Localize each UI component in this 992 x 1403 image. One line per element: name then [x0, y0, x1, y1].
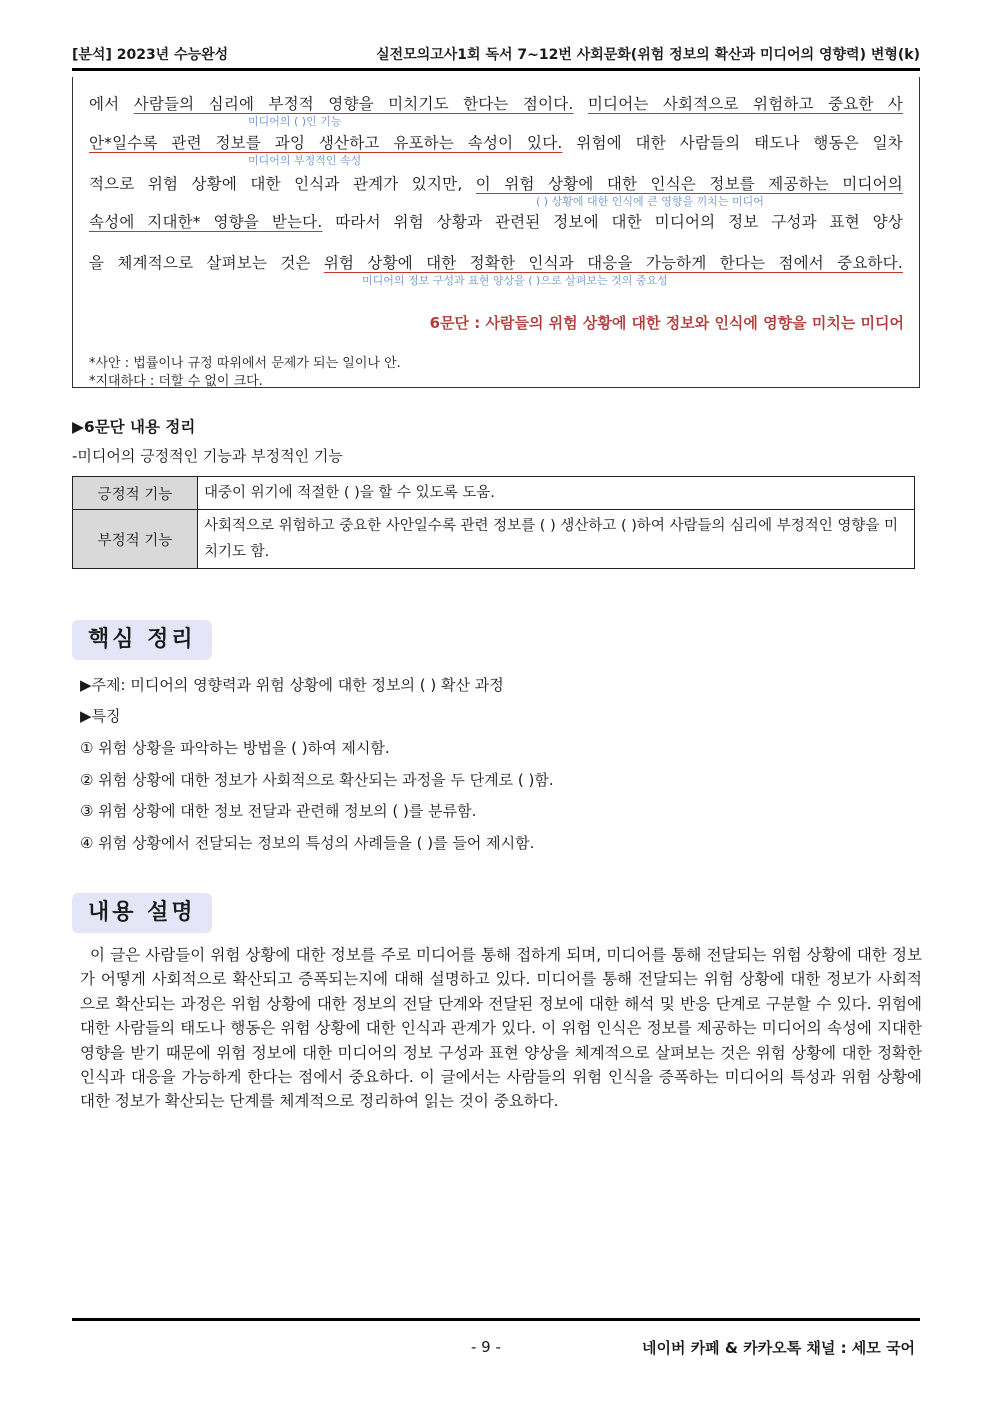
header-right: 실전모의고사1회 독서 7~12번 사회문화(위험 정보의 확산과 미디어의 영향력) 변형(k) [376, 47, 920, 63]
page-header [72, 44, 920, 66]
explain-heading: 내용 설명 [72, 893, 212, 933]
footer-rule [72, 1318, 920, 1321]
table-row-head: 부정적 기능 [73, 510, 198, 569]
page-number: - 9 - [471, 1338, 501, 1356]
footnote: *지대하다 : 더할 수 없이 크다. [89, 374, 263, 389]
passage-line-5: 을 체계적으로 살펴보는 것은 위험 상황에 대한 정확한 인식과 대응을 가능하게 한다는 점에서 중요하다. [89, 254, 903, 272]
annotation-2: 미디어의 부정적인 속성 [248, 154, 362, 167]
underlined-phrase: 미디어는 사회적으로 위험하고 중요한 사 [587, 95, 904, 113]
section6-title: ▶6문단 내용 정리 [72, 418, 196, 436]
passage-line-4: 속성에 지대한* 영향을 받는다. 따라서 위험 상황과 관련된 정보에 대한 미디어의 정보 구성과 표현 양상 [89, 213, 903, 231]
underlined-phrase: 위험 상황에 대한 정확한 인식과 대응을 가능하게 한다는 점에서 중요하다. [323, 254, 903, 272]
header-left: [분석] 2023년 수능완성 [72, 47, 229, 63]
underlined-phrase: 이 위험 상황에 대한 인식은 정보를 제공하는 미디어의 [475, 175, 903, 193]
table-row [73, 510, 915, 569]
passage-line-3: 적으로 위험 상황에 대한 인식과 관계가 있지만, 이 위험 상황에 대한 인식은 정보를 제공하는 미디어의 [89, 175, 903, 193]
annotation-1: 미디어의 ( )인 기능 [248, 115, 342, 128]
underlined-phrase: 안*일수록 관련 정보를 과잉 생산하고 유포하는 속성이 있다. [89, 134, 563, 152]
core-features-label: ▶특징 [80, 707, 121, 725]
table-row-head: 긍정적 기능 [73, 477, 198, 510]
underlined-phrase: 속성에 지대한* 영향을 받는다. [89, 213, 323, 231]
core-heading: 핵심 정리 [72, 620, 212, 660]
table-row-value: 사회적으로 위험하고 중요한 사안일수록 관련 정보를 ( ) 생산하고 ( )하여 사람들의 심리에 부정적인 영향을 미치기도 함. [198, 510, 915, 569]
paragraph-summary: 6문단 : 사람들의 위험 상황에 대한 정보와 인식에 영향을 미치는 미디어 [429, 314, 904, 332]
passage-line-2: 안*일수록 관련 정보를 과잉 생산하고 유포하는 속성이 있다. 위험에 대한 사람들의 태도나 행동은 일차 [89, 134, 903, 152]
function-table [72, 476, 915, 569]
passage-line-1: 에서 사람들의 심리에 부정적 영향을 미치기도 한다는 점이다. 미디어는 사회적으로 위험하고 중요한 사 [89, 95, 904, 113]
annotation-3: ( ) 상황에 대한 인식에 큰 영향을 끼치는 미디어 [536, 195, 764, 208]
table-row [73, 477, 915, 510]
annotation-5: 미디어의 정보 구성과 표현 양상을 ( )으로 살펴보는 것의 중요성 [362, 274, 668, 287]
passage-box [72, 77, 920, 388]
list-item: ④ 위험 상황에서 전달되는 정보의 특성의 사례들을 ( )를 들어 제시함. [80, 834, 535, 852]
footer-brand: 네이버 카페 & 카카오톡 채널 : 세모 국어 [642, 1339, 915, 1357]
list-item: ③ 위험 상황에 대한 정보 전달과 관련해 정보의 ( )를 분류함. [80, 802, 477, 820]
section6-subtitle: -미디어의 긍정적인 기능과 부정적인 기능 [72, 447, 343, 465]
list-item: ① 위험 상황을 파악하는 방법을 ( )하여 제시함. [80, 739, 390, 757]
table-row-value: 대중이 위기에 적절한 ( )을 할 수 있도록 도움. [198, 477, 915, 510]
underlined-phrase: 사람들의 심리에 부정적 영향을 미치기도 한다는 점이다. [133, 95, 574, 113]
core-theme: ▶주제: 미디어의 영향력과 위험 상황에 대한 정보의 ( ) 확산 과정 [80, 676, 504, 694]
footnote: *사안 : 법률이나 규정 따위에서 문제가 되는 일이나 안. [89, 356, 401, 371]
list-item: ② 위험 상황에 대한 정보가 사회적으로 확산되는 과정을 두 단계로 ( )함. [80, 771, 554, 789]
explain-paragraph: 이 글은 사람들이 위험 상황에 대한 정보를 주로 미디어를 통해 접하게 되며, 미디어를 통해 전달되는 위험 상황에 대한 정보가 어떻게 사회적으로 확산되고 증폭되는지에 대해 설명하고 있다. 미디어를 통해 전달되는 위험 상황에 대한 정보가 사회적으로 확산되는 과정은 위험 상황에 대한 정보의 전달 단계와 전달된 정보에 대한 해석 및 반응 단계로 구분할 수 있다. 위험에 대한 사람들의 태도나 행동은 위험 상황에 대한 인식과 관계가 있다. 이 위험 인식은 정보를 제공하는 미디어의 속성에 지대한 영향을 받기 때문에 위험 정보에 대한 미디어의 정보 구성과 표현 양상을 체계적으로 살펴보는 것은 위험 상황에 대한 정확한 인식과 대응을 가능하게 한다는 점에서 중요하다. 이 글에서는 사람들의 위험 인식을 증폭하는 미디어의 특성과 위험 상황에 대한 정보가 확산되는 단계를 체계적으로 정리하여 읽는 것이 중요하다. [80, 946, 922, 1111]
header-rule [72, 68, 920, 71]
